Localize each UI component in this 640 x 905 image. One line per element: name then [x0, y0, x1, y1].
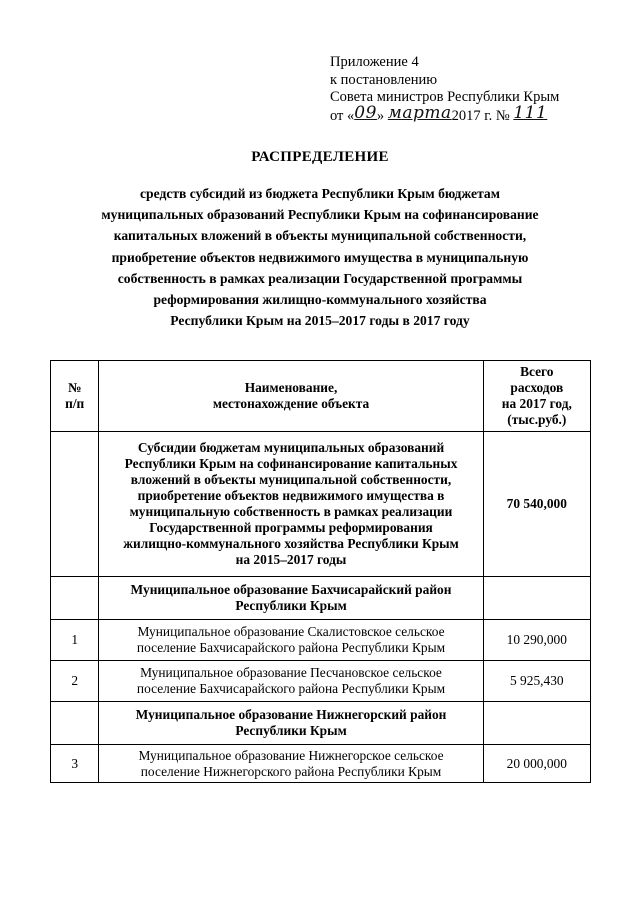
municipality-total-cell: [483, 577, 590, 620]
subtitle-line: Республики Крым на 2015–2017 годы в 2017 году: [170, 313, 470, 329]
appendix-header: [330, 54, 559, 125]
municipality-number-cell: [51, 577, 99, 620]
date-year: 2017 г. №: [451, 107, 510, 124]
municipality-total-cell: [483, 702, 590, 745]
table-row: [51, 745, 591, 783]
table-row: [51, 620, 591, 661]
appendix-date-line: [330, 102, 559, 126]
appendix-number: Приложение 4: [330, 54, 419, 70]
subsidy-total-cell: 70 540,000: [483, 432, 590, 577]
row-name-cell: Муниципальное образование Нижнегорское сельское поселение Нижнегорского района Республики Крым: [99, 745, 483, 783]
municipality-number-cell: [51, 702, 99, 745]
table-row: [51, 661, 591, 702]
distribution-table: [50, 360, 591, 783]
subtitle-line: приобретение объектов недвижимого имущества в муниципальную: [111, 249, 529, 265]
row-total-cell: 5 925,430: [483, 661, 590, 702]
date-number-handwritten: 111: [513, 102, 548, 123]
table-header-row: [51, 361, 591, 432]
table-row-municipality-nizhnegorsk: [51, 702, 591, 745]
row-total-cell: 20 000,000: [483, 745, 590, 783]
subtitle-line: реформирования жилищно-коммунального хозяйства: [153, 292, 487, 308]
row-number-cell: 1: [51, 620, 99, 661]
subsidy-number-cell: [51, 432, 99, 577]
row-name-cell: Муниципальное образование Песчановское сельское поселение Бахчисарайского района Республики Крым: [99, 661, 483, 702]
appendix-council: Совета министров Республики Крым: [330, 89, 560, 105]
date-day-handwritten: 09: [354, 102, 377, 123]
table-row-municipality-bakhchisaray: [51, 577, 591, 620]
subtitle-line: средств субсидий из бюджета Республики Крым бюджетам: [140, 186, 500, 201]
date-prefix: от «: [330, 107, 355, 124]
subtitle-line: капитальных вложений в объекты муниципальной собственности,: [113, 228, 527, 244]
municipality-name-cell: Муниципальное образование Бахчисарайский район Республики Крым: [99, 577, 483, 620]
subtitle-line: собственность в рамках реализации Государственной программы: [117, 270, 523, 286]
subsidy-name-cell: Субсидии бюджетам муниципальных образований Республики Крым на софинансирование капитальных вложений в объекты муниципальной собственности, приобретение объектов недвижимого имущества в муниципальную собственность в рамках реализации Государственной программы реформирования жилищно-коммунального хозяйства Республики Крым на 2015–2017 годы: [99, 432, 483, 577]
document-subtitle: [56, 183, 584, 331]
header-cell-number: № п/п: [51, 361, 99, 432]
row-name-cell: Муниципальное образование Скалистовское сельское поселение Бахчисарайского района Республики Крым: [99, 620, 483, 661]
table-row-subsidy: [51, 432, 591, 577]
header-cell-total: Всего расходов на 2017 год, (тыс.руб.): [483, 361, 590, 432]
municipality-name-cell: Муниципальное образование Нижнегорский район Республики Крым: [99, 702, 483, 745]
date-month-handwritten: марта: [387, 102, 452, 123]
row-number-cell: 3: [51, 745, 99, 783]
appendix-resolution: к постановлению: [330, 71, 438, 88]
document-title: РАСПРЕДЕЛЕНИЕ: [251, 149, 389, 165]
row-number-cell: 2: [51, 661, 99, 702]
date-mid: »: [376, 107, 385, 124]
row-total-cell: 10 290,000: [483, 620, 590, 661]
header-cell-name: Наименование, местонахождение объекта: [99, 361, 483, 432]
subtitle-line: муниципальных образований Республики Крым на софинансирование: [101, 207, 539, 223]
